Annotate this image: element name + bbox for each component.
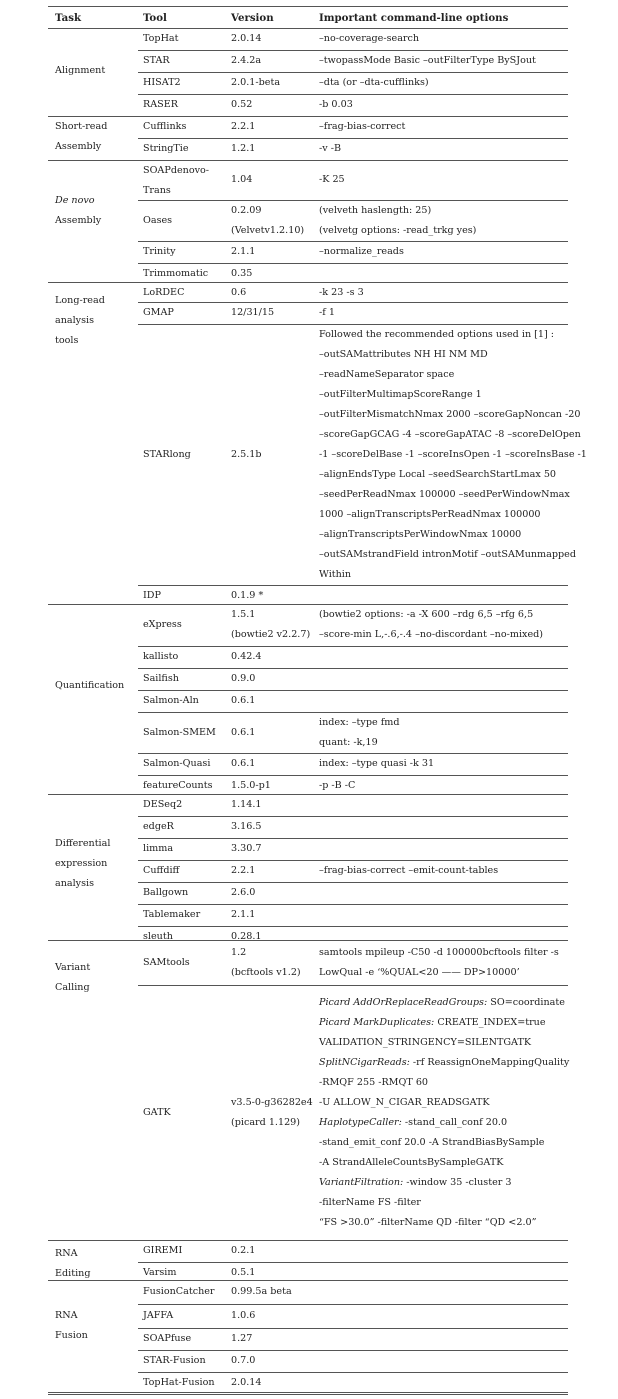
option-starlong-line: –outFilterMultimapScoreRange 1 [319, 389, 482, 400]
tool-edger: edgeR [143, 821, 174, 832]
tool-trinity: Trinity [143, 246, 176, 257]
option-raser-line: -b 0.03 [319, 99, 353, 110]
option-cuffdiff-line: –frag-bias-correct –emit-count-tables [319, 865, 499, 876]
task-rnafusion-line: Fusion [55, 1330, 88, 1341]
row-rule-ballgown [138, 904, 568, 905]
version-trinity: 2.1.1 [231, 246, 256, 257]
option-salmonquasi-line: index: –type quasi -k 31 [319, 758, 435, 769]
version-kallisto: 0.42.4 [231, 651, 262, 662]
header-tool: Tool [143, 12, 167, 24]
option-trinity-line: –normalize_reads [319, 246, 404, 257]
version-trimmomatic: 0.35 [231, 268, 253, 279]
option-salmonsmem-line: quant: -k,19 [319, 737, 378, 748]
task-rnaediting-line: Editing [55, 1268, 91, 1279]
option-starlong-line: -1 –scoreDelBase -1 –scoreInsOpen -1 –scoreInsBase -1 [319, 449, 587, 460]
option-starlong-line: –outSAMattributes NH HI NM MD [319, 349, 488, 360]
row-rule-giremi [138, 1262, 568, 1263]
header-version: Version [231, 12, 274, 24]
group-rule-tophatfusion [48, 1392, 568, 1393]
row-rule-tablemaker [138, 926, 568, 927]
group-rule-sleuth [48, 940, 568, 941]
option-gatk-line-text: -U ALLOW_N_CIGAR_READSGATK [319, 1097, 490, 1108]
version-tophatfusion: 2.0.14 [231, 1377, 262, 1388]
option-salmonsmem-line: index: –type fmd [319, 717, 400, 728]
option-gatk-line-italic: HaplotypeCaller: [319, 1117, 402, 1128]
option-gatk-line [319, 1173, 512, 1193]
option-gatk-line-text: -filterName FS -filter [319, 1197, 421, 1208]
tool-limma: limma [143, 843, 174, 854]
option-gatk-line [319, 993, 565, 1013]
option-oases-line: (velvetg options: -read_trkg yes) [319, 225, 477, 236]
task-shortread-line: Assembly [55, 141, 102, 152]
version-featurecounts: 1.5.0-p1 [231, 780, 271, 791]
option-starlong-line: –alignTranscriptsPerWindowNmax 10000 [319, 529, 522, 540]
version-salmonaln: 0.6.1 [231, 695, 256, 706]
tool-sailfish: Sailfish [143, 673, 179, 684]
option-gatk-line [319, 1113, 507, 1133]
option-express-line: (bowtie2 options: -a -X 600 –rdg 6,5 –rfg 6,5 [319, 609, 534, 620]
tool-giremi: GIREMI [143, 1245, 183, 1256]
tool-lordec: LoRDEC [143, 287, 185, 298]
task-denovo-line [55, 191, 95, 211]
task-denovo-line-italic: De novo [55, 195, 95, 206]
option-gatk-line [319, 1213, 537, 1233]
tool-fusioncatcher: FusionCatcher [143, 1286, 215, 1297]
option-gatk-line [319, 1073, 428, 1093]
version-samtools-line: 1.2 [231, 947, 247, 958]
tool-starfusion: STAR-Fusion [143, 1355, 206, 1366]
row-rule-hisat2 [138, 94, 568, 95]
version-salmonquasi: 0.6.1 [231, 758, 256, 769]
version-oases-line: (Velvetv1.2.10) [231, 225, 305, 236]
option-gatk-line-text: “FS >30.0” -filterName QD -filter “QD <2.0” [319, 1217, 537, 1228]
group-rule-gatk [48, 1240, 568, 1241]
task-rnafusion-line: RNA [55, 1310, 78, 1321]
option-gatk-line-italic: Picard MarkDuplicates: [319, 1017, 435, 1028]
tool-ballgown: Ballgown [143, 887, 189, 898]
option-starlong-line: Within [319, 569, 352, 580]
option-samtools-line: samtools mpileup -C50 -d 100000bcftools filter -s [319, 947, 559, 958]
option-stringtie-line: -v -B [319, 143, 342, 154]
version-lordec: 0.6 [231, 287, 247, 298]
tool-soapdenovo-line: Trans [143, 185, 171, 196]
task-shortread-line: Short-read [55, 121, 108, 132]
option-gatk-line-text: -stand_call_conf 20.0 [401, 1117, 508, 1128]
version-ballgown: 2.6.0 [231, 887, 256, 898]
tool-cufflinks: Cufflinks [143, 121, 187, 132]
tool-tablemaker: Tablemaker [143, 909, 201, 920]
option-gatk-line-text: -rf ReassignOneMappingQuality [409, 1057, 570, 1068]
option-gatk-line [319, 1153, 503, 1173]
task-rnaediting-line: RNA [55, 1248, 78, 1259]
row-rule-edger [138, 838, 568, 839]
option-gatk-line-text: CREATE_INDEX=true [434, 1017, 546, 1028]
tool-gmap: GMAP [143, 307, 174, 318]
task-alignment-line: Alignment [55, 65, 106, 76]
version-samtools-line: (bcftools v1.2) [231, 967, 301, 978]
option-starlong-line: –seedPerReadNmax 100000 –seedPerWindowNmax [319, 489, 570, 500]
task-longread-line: analysis [55, 315, 95, 326]
version-edger: 3.16.5 [231, 821, 262, 832]
option-gatk-line [319, 1033, 531, 1053]
option-soapdenovo-line: -K 25 [319, 174, 345, 185]
option-starlong-line: –alignEndsType Local –seedSearchStartLmax 50 [319, 469, 557, 480]
row-rule-cufflinks [138, 138, 568, 139]
version-cuffdiff: 2.2.1 [231, 865, 256, 876]
group-rule-varsim [48, 1280, 568, 1281]
version-tophat: 2.0.14 [231, 33, 262, 44]
option-lordec-line: -k 23 -s 3 [319, 287, 364, 298]
option-gatk-line [319, 1093, 490, 1113]
option-gatk-line [319, 1013, 546, 1033]
option-hisat2-line: –dta (or –dta-cufflinks) [319, 77, 429, 88]
tool-stringtie: StringTie [143, 143, 189, 154]
version-starlong: 2.5.1b [231, 449, 262, 460]
option-gatk-line-text: -stand_emit_conf 20.0 -A StrandBiasBySample [319, 1137, 545, 1148]
group-rule-featurecounts [48, 794, 568, 795]
version-limma: 3.30.7 [231, 843, 262, 854]
tool-salmonsmem: Salmon-SMEM [143, 727, 216, 738]
tool-salmonaln: Salmon-Aln [143, 695, 199, 706]
row-rule-lordec [138, 302, 568, 303]
tool-express: eXpress [143, 619, 182, 630]
option-gatk-line [319, 1053, 569, 1073]
version-sleuth: 0.28.1 [231, 931, 262, 942]
group-rule-trimmomatic [48, 282, 568, 283]
task-longread-line: Long-read [55, 295, 105, 306]
row-rule-express [138, 646, 568, 647]
tool-cuffdiff: Cuffdiff [143, 865, 180, 876]
version-stringtie: 1.2.1 [231, 143, 256, 154]
version-soapfuse: 1.27 [231, 1333, 253, 1344]
version-fusioncatcher: 0.99.5a beta [231, 1286, 292, 1297]
option-starlong-line: –scoreGapGCAG -4 –scoreGapATAC -8 –scoreDelOpen [319, 429, 581, 440]
row-rule-jaffa [138, 1328, 568, 1329]
version-giremi: 0.2.1 [231, 1245, 256, 1256]
version-hisat2: 2.0.1-beta [231, 77, 281, 88]
option-gatk-line-italic: SplitNCigarReads: [319, 1057, 410, 1068]
option-starlong-line: –outSAMstrandField intronMotif –outSAMunmapped [319, 549, 576, 560]
tool-jaffa: JAFFA [143, 1310, 174, 1321]
option-featurecounts-line: -p -B -C [319, 780, 356, 791]
task-quantification-line: Quantification [55, 680, 125, 691]
version-idp: 0.1.9 * [231, 590, 264, 601]
row-rule-kallisto [138, 668, 568, 669]
tool-sleuth: sleuth [143, 931, 173, 942]
tool-raser: RASER [143, 99, 178, 110]
row-rule-fusioncatcher [138, 1304, 568, 1305]
option-gatk-line-text: VALIDATION_STRINGENCY=SILENTGATK [319, 1037, 532, 1048]
version-jaffa: 1.0.6 [231, 1310, 256, 1321]
tool-idp: IDP [143, 590, 161, 601]
bottom-rule [48, 1394, 568, 1395]
tool-varsim: Varsim [143, 1267, 177, 1278]
tool-oases: Oases [143, 215, 173, 226]
header-options: Important command-line options [319, 12, 509, 24]
option-starlong-line: 1000 –alignTranscriptsPerReadNmax 100000 [319, 509, 541, 520]
tool-starlong: STARlong [143, 449, 191, 460]
tool-tophat: TopHat [143, 33, 179, 44]
option-gatk-line-italic: VariantFiltration: [319, 1177, 404, 1188]
tool-tophatfusion: TopHat-Fusion [143, 1377, 215, 1388]
version-cufflinks: 2.2.1 [231, 121, 256, 132]
row-rule-samtools [138, 985, 568, 986]
option-oases-line: (velveth haslength: 25) [319, 205, 432, 216]
tool-star: STAR [143, 55, 170, 66]
version-salmonsmem: 0.6.1 [231, 727, 256, 738]
tool-salmonquasi: Salmon-Quasi [143, 758, 211, 769]
tool-deseq2: DESeq2 [143, 799, 183, 810]
option-gatk-line-text: -RMQF 255 -RMQT 60 [319, 1077, 429, 1088]
version-sailfish: 0.9.0 [231, 673, 256, 684]
task-variant-line: Calling [55, 982, 90, 993]
option-star-line: –twopassMode Basic –outFilterType BySJout [319, 55, 536, 66]
version-express-line: (bowtie2 v2.2.7) [231, 629, 311, 640]
option-starlong-line: Followed the recommended options used in [1] : [319, 329, 555, 340]
task-differential-line: analysis [55, 878, 95, 889]
version-varsim: 0.5.1 [231, 1267, 256, 1278]
option-gatk-line-text: SO=coordinate [487, 997, 565, 1008]
version-deseq2: 1.14.1 [231, 799, 262, 810]
header-rule [48, 28, 568, 29]
task-differential-line: expression [55, 858, 108, 869]
option-starlong-line: –outFilterMismatchNmax 2000 –scoreGapNoncan -20 [319, 409, 581, 420]
option-gatk-line [319, 1133, 544, 1153]
option-tophat-line: –no-coverage-search [319, 33, 420, 44]
row-rule-starlong [138, 585, 568, 586]
tool-soapfuse: SOAPfuse [143, 1333, 192, 1344]
version-gatk-line: v3.5-0-g36282e4 [231, 1097, 313, 1108]
tool-hisat2: HISAT2 [143, 77, 181, 88]
task-differential-line: Differential [55, 838, 111, 849]
version-gatk-line: (picard 1.129) [231, 1117, 301, 1128]
row-rule-sailfish [138, 690, 568, 691]
group-rule-raser [48, 116, 568, 117]
version-raser: 0.52 [231, 99, 253, 110]
header-task: Task [55, 12, 81, 24]
version-express-line: 1.5.1 [231, 609, 256, 620]
tool-trimmomatic: Trimmomatic [143, 268, 209, 279]
option-starlong-line: –readNameSeparator space [319, 369, 455, 380]
option-gatk-line-italic: Picard AddOrReplaceReadGroups: [319, 997, 488, 1008]
tool-kallisto: kallisto [143, 651, 179, 662]
version-starfusion: 0.7.0 [231, 1355, 256, 1366]
option-samtools-line: LowQual -e ‘%QUAL<20 —— DP>10000’ [319, 967, 520, 978]
option-gatk-line-text: -A StrandAlleleCountsBySampleGATK [319, 1157, 504, 1168]
row-rule-deseq2 [138, 816, 568, 817]
option-cufflinks-line: –frag-bias-correct [319, 121, 406, 132]
version-star: 2.4.2a [231, 55, 262, 66]
top-rule [48, 6, 568, 7]
option-express-line: –score-min L,-.6,-.4 –no-discordant –no-mixed) [319, 629, 544, 640]
tool-soapdenovo-line: SOAPdenovo- [143, 165, 210, 176]
group-rule-stringtie [48, 160, 568, 161]
version-soapdenovo: 1.04 [231, 174, 253, 185]
version-tablemaker: 2.1.1 [231, 909, 256, 920]
tool-samtools: SAMtools [143, 957, 190, 968]
option-gatk-line [319, 1193, 421, 1213]
option-gmap-line: -f 1 [319, 307, 335, 318]
task-variant-line: Variant [55, 962, 91, 973]
tool-featurecounts: featureCounts [143, 780, 213, 791]
option-gatk-line-text: -window 35 -cluster 3 [403, 1177, 512, 1188]
version-oases-line: 0.2.09 [231, 205, 262, 216]
row-rule-cuffdiff [138, 882, 568, 883]
task-longread-line: tools [55, 335, 79, 346]
version-gmap: 12/31/15 [231, 307, 275, 318]
task-denovo-line: Assembly [55, 215, 102, 226]
tool-gatk: GATK [143, 1107, 171, 1118]
